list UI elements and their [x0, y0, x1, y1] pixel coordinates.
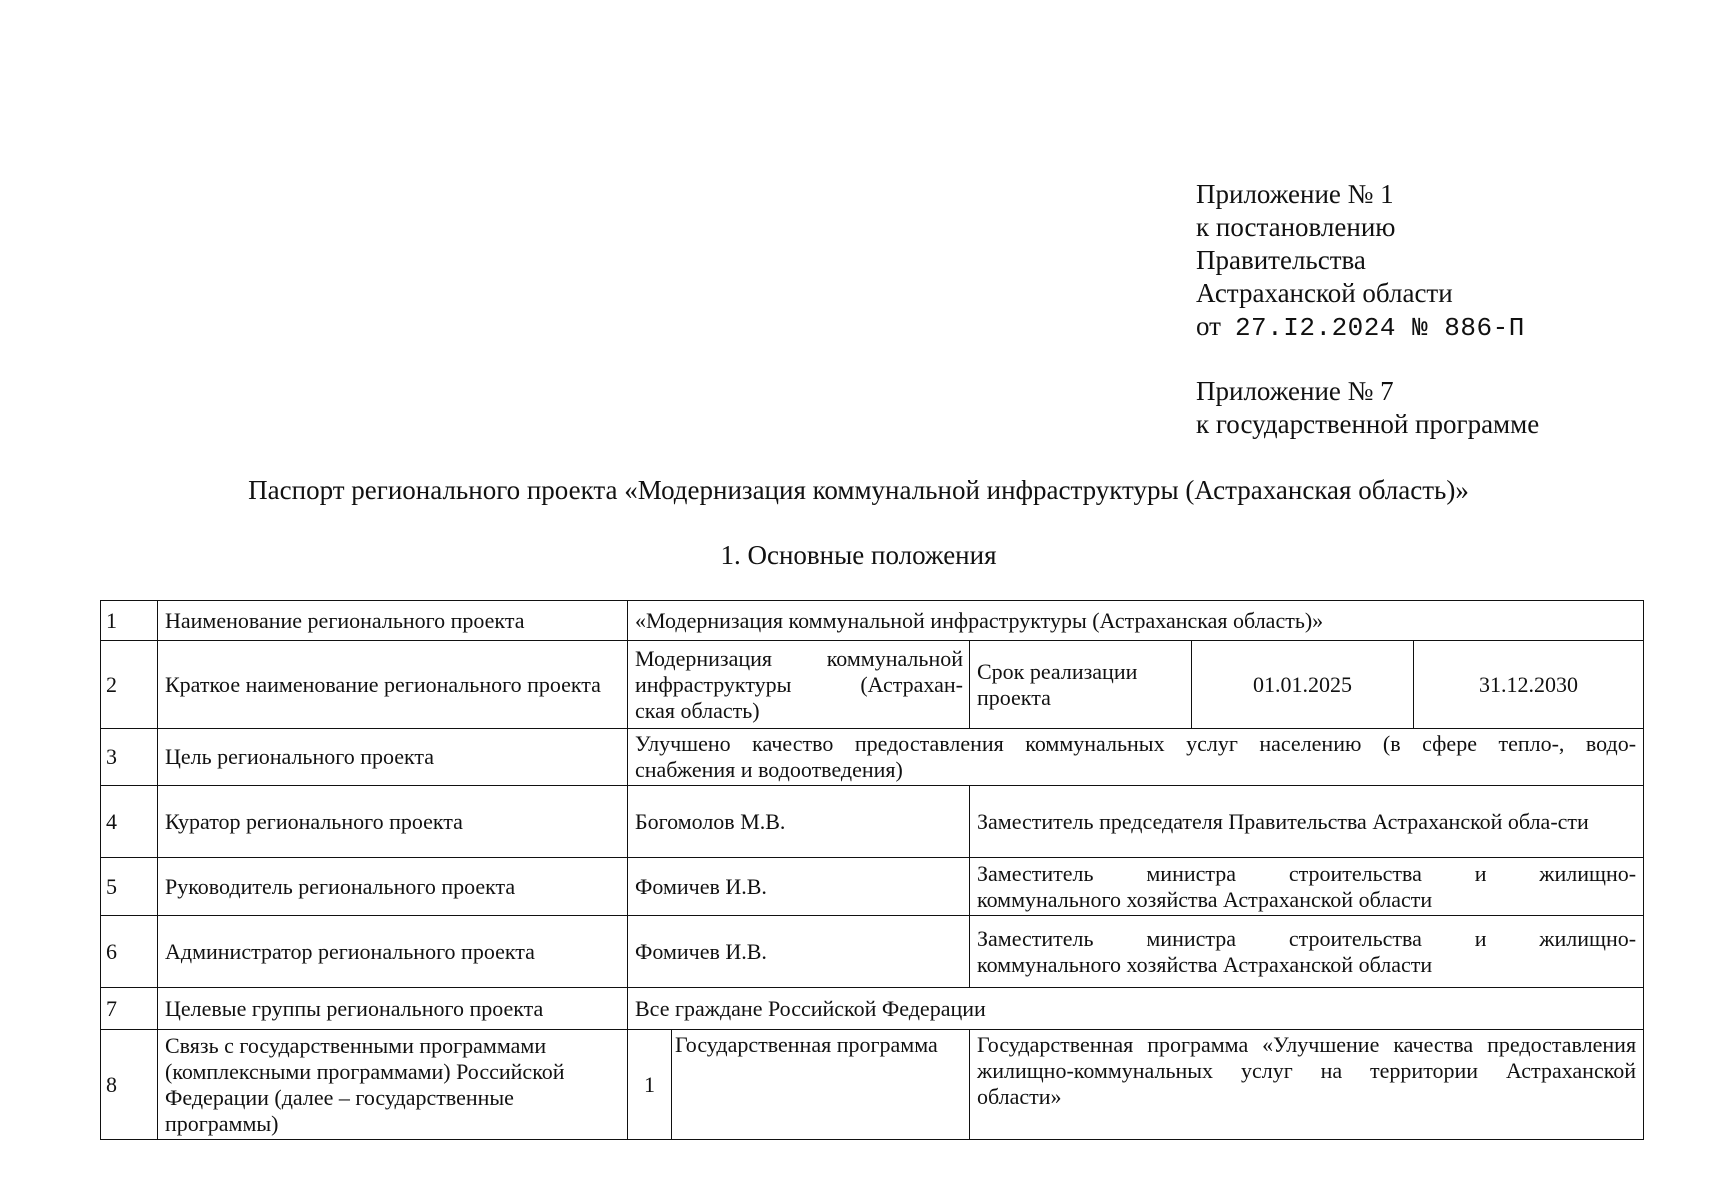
- row-label: Куратор регионального проекта: [158, 786, 628, 858]
- document-title: [0, 475, 1717, 506]
- row-label: Руководитель регионального проекта: [158, 858, 628, 916]
- person-name: Фомичев И.В.: [628, 858, 970, 916]
- table-row: [101, 729, 1644, 786]
- person-name: Фомичев И.В.: [628, 916, 970, 988]
- passport-table: [100, 600, 1644, 1140]
- program-name: Государственная программа «Улучшение качества предоставления жилищно-коммунальных услуг на территории Астраханской области»: [970, 1030, 1644, 1140]
- row-label: Администратор регионального проекта: [158, 916, 628, 988]
- row-value: [628, 641, 970, 729]
- appendix-1-line4: Астраханской области: [1196, 278, 1453, 308]
- row-number: 4: [101, 786, 158, 858]
- row-label: Связь с государственными программами (комплексными программами) Российской Федерации (далее – государственные программы): [158, 1030, 628, 1140]
- position-line1: Заместитель министра строительства и жилищно-: [977, 860, 1637, 886]
- row-number: 1: [101, 601, 158, 641]
- row-number: 8: [101, 1030, 158, 1140]
- short-name-line3: ская область): [635, 697, 760, 723]
- short-name-line2: инфраструктуры (Астрахан-: [635, 671, 963, 697]
- decree-date-number: 27.I2.2024 № 886-П: [1234, 313, 1525, 343]
- row-number: 3: [101, 729, 158, 786]
- table-row: [101, 916, 1644, 988]
- section-title: 1. Основные положения: [720, 540, 997, 570]
- appendix-7-block: [1196, 375, 1539, 441]
- position-line1: Заместитель министра строительства и жилищно-: [977, 925, 1637, 951]
- program-sub-number: 1: [628, 1030, 672, 1140]
- term-end-date: 31.12.2030: [1414, 641, 1644, 729]
- table-row: [101, 858, 1644, 916]
- appendix-1-line2: к постановлению: [1196, 212, 1396, 242]
- appendix-7-line1: Приложение № 7: [1196, 376, 1394, 406]
- table-row: [101, 988, 1644, 1030]
- from-label: от: [1196, 311, 1221, 341]
- goal-line2: снабжения и водоотведения): [635, 757, 903, 782]
- appendix-1-date-line: [1196, 310, 1525, 345]
- row-value: [628, 729, 1644, 786]
- table-row: [101, 1030, 1644, 1140]
- row-label: Цель регионального проекта: [158, 729, 628, 786]
- appendix-1-line3: Правительства: [1196, 245, 1366, 275]
- table-row: [101, 601, 1644, 641]
- position-line2: коммунального хозяйства Астраханской области: [977, 886, 1433, 912]
- row-value: Все граждане Российской Федерации: [628, 988, 1644, 1030]
- program-type-label: Государственная программа: [672, 1030, 970, 1140]
- document-title-text: Паспорт регионального проекта «Модернизация коммунальной инфраструктуры (Астраханская область)»: [248, 475, 1469, 505]
- row-label: Краткое наименование регионального проекта: [158, 641, 628, 729]
- row-number: 5: [101, 858, 158, 916]
- table-row: [101, 786, 1644, 858]
- person-position: [970, 858, 1644, 916]
- goal-line1: Улучшено качество предоставления коммунальных услуг населению (в сфере тепло-, водо-: [635, 731, 1637, 756]
- person-position: Заместитель председателя Правительства Астраханской обла-сти: [970, 786, 1644, 858]
- appendix-7-line2: к государственной программе: [1196, 409, 1540, 439]
- row-number: 7: [101, 988, 158, 1030]
- person-position: [970, 916, 1644, 988]
- row-value: «Модернизация коммунальной инфраструктуры (Астраханская область)»: [628, 601, 1644, 641]
- table-row: [101, 641, 1644, 729]
- person-name: Богомолов М.В.: [628, 786, 970, 858]
- row-number: 6: [101, 916, 158, 988]
- position-line2: коммунального хозяйства Астраханской области: [977, 951, 1433, 977]
- appendix-1-line1: Приложение № 1: [1196, 179, 1394, 209]
- short-name-line1: Модернизация коммунальной: [635, 645, 963, 671]
- appendix-1-block: [1196, 178, 1525, 345]
- row-number: 2: [101, 641, 158, 729]
- row-label: Целевые группы регионального проекта: [158, 988, 628, 1030]
- term-label: Срок реализации проекта: [970, 641, 1192, 729]
- row-label: Наименование регионального проекта: [158, 601, 628, 641]
- term-start-date: 01.01.2025: [1192, 641, 1414, 729]
